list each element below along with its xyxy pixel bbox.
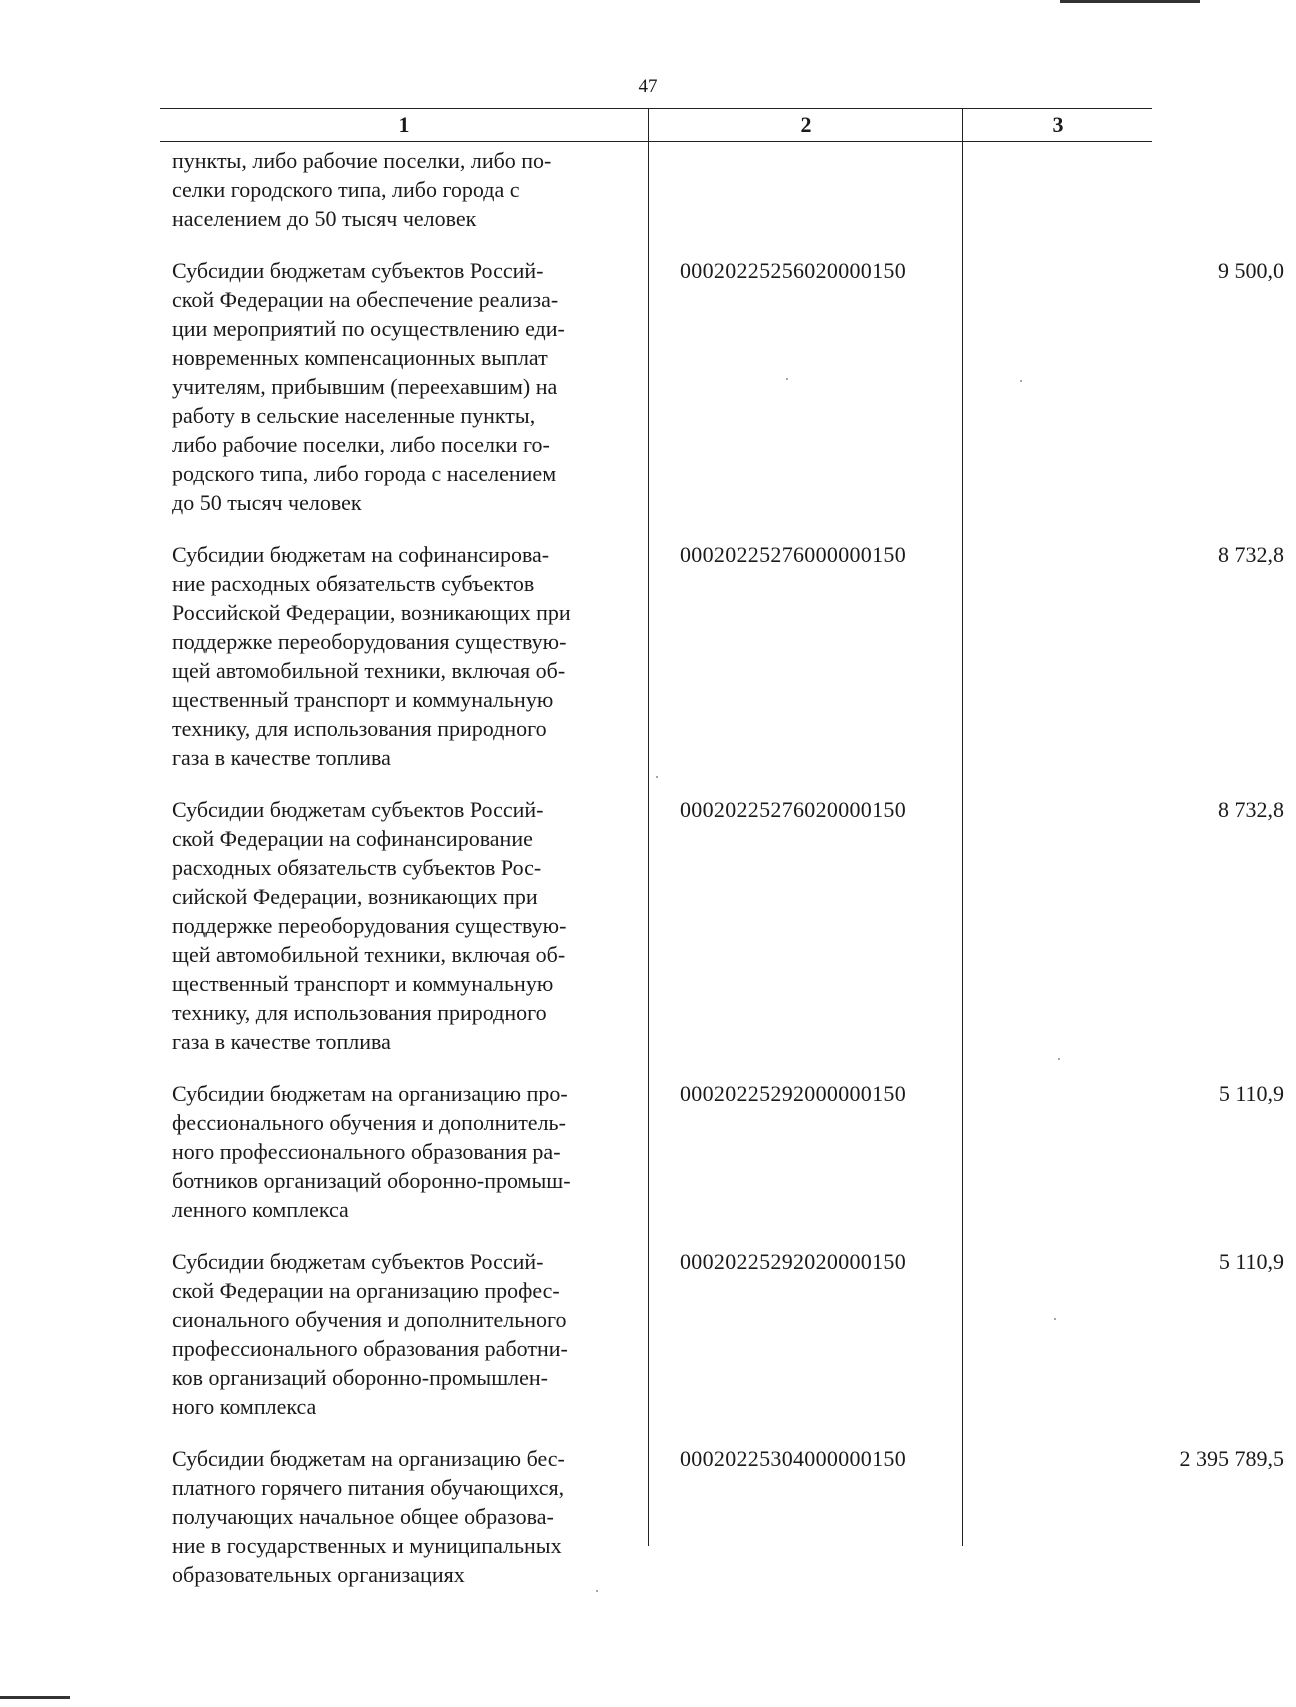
description-line: ленного комплекса <box>172 1197 349 1222</box>
row-amount: 9 500,0 <box>1218 258 1284 283</box>
row-description <box>160 795 650 1056</box>
scan-speck <box>1020 380 1022 382</box>
description-line: поддержке переоборудования существую- <box>172 629 567 654</box>
description-line: щественный транспорт и коммунальную <box>172 971 554 996</box>
description-line: платного горячего питания обучающихся, <box>172 1475 565 1500</box>
row-code: 00020225304000000150 <box>680 1446 906 1471</box>
description-line: ков организаций оборонно-промышлен- <box>172 1365 548 1390</box>
row-amount: 5 110,9 <box>1218 1249 1284 1274</box>
description-line: Субсидии бюджетам субъектов Россий- <box>172 258 544 283</box>
description-line: работу в сельские населенные пункты, <box>172 403 536 428</box>
description-line: Субсидии бюджетам субъектов Россий- <box>172 1249 544 1274</box>
table-row <box>160 1079 1284 1224</box>
description-line: ции мероприятий по осуществлению еди- <box>172 316 565 341</box>
row-code: 00020225276000000150 <box>680 542 906 567</box>
description-line: фессионального обучения и дополнитель- <box>172 1110 566 1135</box>
description-line: сийской Федерации, возникающих при <box>172 884 538 909</box>
description-line: ской Федерации на организацию профес- <box>172 1278 560 1303</box>
budget-table <box>160 108 1152 142</box>
description-line: ного комплекса <box>172 1394 317 1419</box>
scan-speck <box>656 776 658 778</box>
table-row <box>160 1247 1284 1421</box>
description-line: образовательных организациях <box>172 1562 465 1587</box>
description-line: технику, для использования природного <box>172 716 547 741</box>
scan-speck <box>1058 1058 1060 1060</box>
row-amount: 8 732,8 <box>1218 542 1284 567</box>
row-description <box>160 1444 650 1589</box>
table-header-row <box>160 108 1152 142</box>
description-line: получающих начальное общее образова- <box>172 1504 554 1529</box>
scan-edge-mark <box>1060 0 1200 3</box>
row-code: 00020225292000000150 <box>680 1081 906 1106</box>
description-line: населением до 50 тысяч человек <box>172 206 477 231</box>
description-line: пункты, либо рабочие поселки, либо по- <box>172 148 552 173</box>
description-line: ного профессионального образования ра- <box>172 1139 561 1164</box>
description-line: Субсидии бюджетам субъектов Россий- <box>172 797 544 822</box>
description-line: до 50 тысяч человек <box>172 490 362 515</box>
description-line: расходных обязательств субъектов Рос- <box>172 855 542 880</box>
description-line: ботников организаций оборонно-промыш- <box>172 1168 571 1193</box>
table-row <box>160 146 1152 233</box>
scan-speck <box>596 1590 598 1592</box>
scan-speck <box>786 378 788 380</box>
description-line: газа в качестве топлива <box>172 745 391 770</box>
row-code: 00020225276020000150 <box>680 797 906 822</box>
table-row <box>160 1444 1284 1589</box>
description-line: родского типа, либо города с населением <box>172 461 557 486</box>
description-line: Субсидии бюджетам на организацию про- <box>172 1081 568 1106</box>
description-line: щей автомобильной техники, включая об- <box>172 942 566 967</box>
row-description <box>160 540 650 772</box>
table-row <box>160 795 1284 1056</box>
description-line: сионального обучения и дополнительного <box>172 1307 567 1332</box>
description-line: технику, для использования природного <box>172 1000 547 1025</box>
description-line: газа в качестве топлива <box>172 1029 391 1054</box>
table-row <box>160 256 1284 517</box>
description-line: либо рабочие поселки, либо поселки го- <box>172 432 550 457</box>
column-header-2: 2 <box>800 112 812 137</box>
row-amount: 2 395 789,5 <box>1179 1446 1284 1471</box>
description-line: ние в государственных и муниципальных <box>172 1533 562 1558</box>
table-body <box>160 146 1284 1612</box>
scan-edge-mark <box>0 1696 70 1699</box>
row-code: 00020225256020000150 <box>680 258 906 283</box>
column-header-1: 1 <box>398 112 410 137</box>
description-line: ской Федерации на обеспечение реализа- <box>172 287 559 312</box>
row-code: 00020225292020000150 <box>680 1249 906 1274</box>
scan-speck <box>1054 1318 1056 1320</box>
row-amount: 8 732,8 <box>1218 797 1284 822</box>
description-line: учителям, прибывшим (переехавшим) на <box>172 374 558 399</box>
description-line: щественный транспорт и коммунальную <box>172 687 554 712</box>
description-line: профессионального образования работни- <box>172 1336 568 1361</box>
row-amount: 5 110,9 <box>1218 1081 1284 1106</box>
description-line: новременных компенсационных выплат <box>172 345 548 370</box>
table-row <box>160 540 1284 772</box>
row-description <box>160 1079 650 1224</box>
description-line: селки городского типа, либо города с <box>172 177 520 202</box>
description-line: Субсидии бюджетам на софинансирова- <box>172 542 550 567</box>
description-line: Субсидии бюджетам на организацию бес- <box>172 1446 565 1471</box>
description-line: ние расходных обязательств субъектов <box>172 571 535 596</box>
description-line: ской Федерации на софинансирование <box>172 826 533 851</box>
description-line: поддержке переоборудования существую- <box>172 913 567 938</box>
description-line: щей автомобильной техники, включая об- <box>172 658 566 683</box>
page-number: 47 <box>638 76 658 97</box>
description-line: Российской Федерации, возникающих при <box>172 600 571 625</box>
row-description <box>160 146 650 233</box>
row-description <box>160 1247 650 1421</box>
column-header-3: 3 <box>1052 112 1064 137</box>
row-description <box>160 256 650 517</box>
